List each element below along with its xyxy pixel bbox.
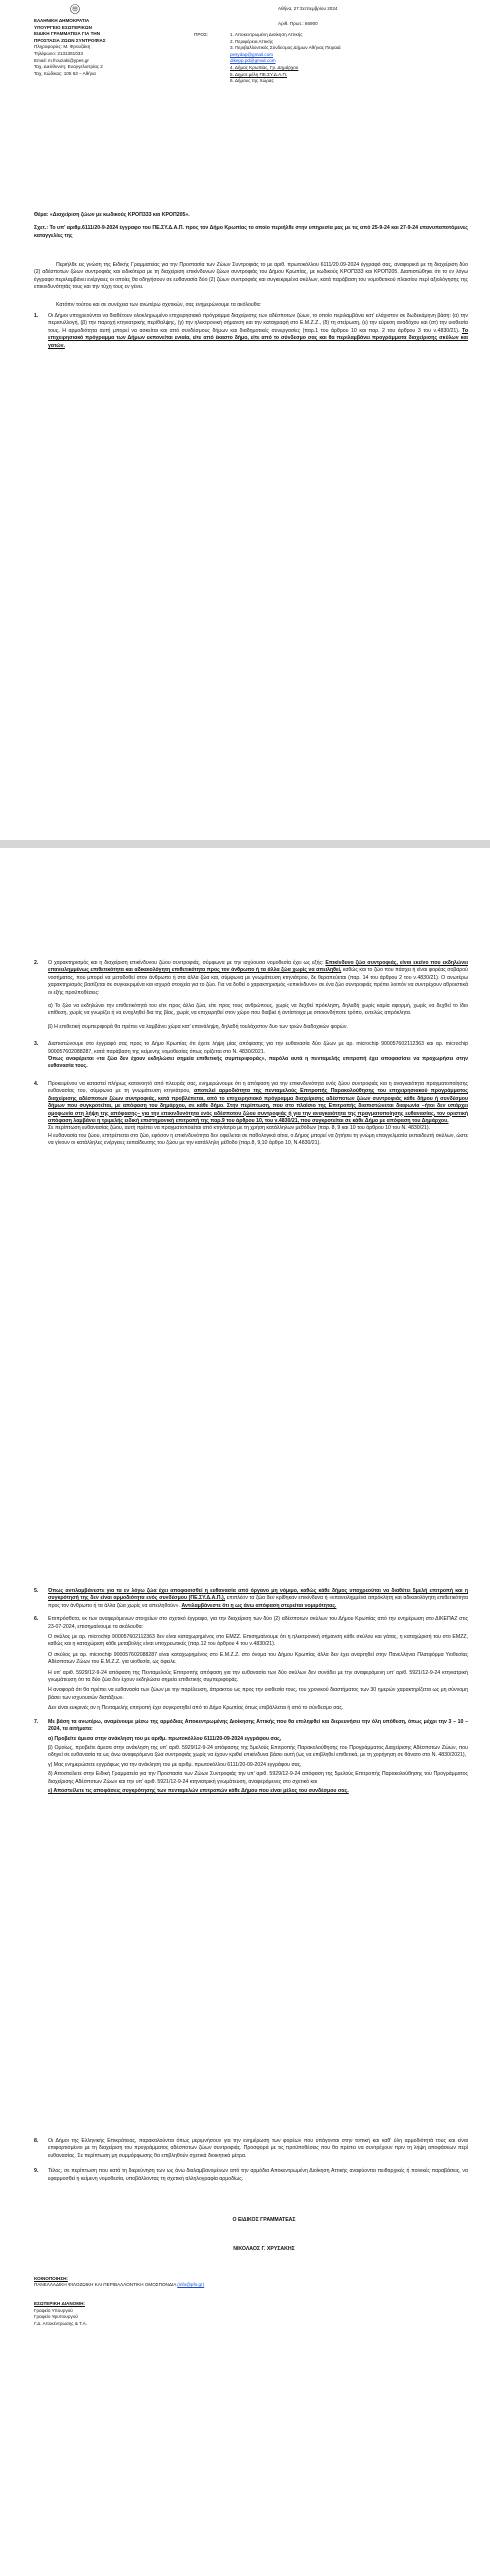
coat-of-arms-icon: [70, 4, 80, 14]
item-number: 3.: [34, 1041, 39, 1048]
item-2-text: Ο χαρακτηρισμός και η διαχείριση επικίνδυνου ζώου συντροφιάς, σύμφωνα με την ισχύουσα νομοθεσία έχει ως εξής:: [48, 960, 324, 966]
item-2-text: Για να δοθεί ο χαρακτηρισμός «επικίνδυνο» σε ένα ζώο συντροφιάς πρέπει λοιπόν να συντρέχουν αθροιστικά οι εξής προϋποθέσεις:: [48, 982, 468, 996]
subject-reference: Σχετ.: Το υπ’ αριθμ.6111/20-9-2024 έγγραφο του ΠΕ.ΣΥ.Δ.Α.Π. προς τον Δήμο Κρωπίας το οποίο περιήλθε στην υπηρεσία μας με τις από 25-9-24 και 27-9-24 επανυπαποτόμενες καταγγελίες της: [34, 225, 468, 239]
item-7-request: γ) Μας ενημερώσετε εγγράφως για την ανάκληση του με αριθμ. πρωτοκόλλου 6111/20-09-2024 εγγράφου σας,: [48, 1761, 302, 1768]
item-number: 5.: [34, 1588, 39, 1594]
item-5-conclusion: Αντιλαμβάνεστε ότι η ως άνω απόφαση στερείται νομιμότητας.: [181, 1602, 337, 1609]
document-date: Αθήνα, 27 Σεπτεμβρίου 2024: [278, 6, 338, 11]
org-line: ΕΛΛΗΝΙΚΗ ΔΗΜΟΚΡΑΤΙΑ: [34, 18, 90, 23]
recipient-email-link[interactable]: pesydap@gmail.com: [230, 51, 273, 57]
item-1-text: Οι Δήμοι υποχρεούνται να διαθέτουν ολοκληρωμένο επιχειρησιακό πρόγραμμα διαχείρισης των αδέσποτων ζώων, το οποίο περιλαμβάνει κατ’ ελάχιστον σε δωδεκάμηνη βάση: (α) την περισυλλογή, (β) την παροχή κτηνιατρικής περίθαλψης, (γ) την ηλεκτρονική σήμανση και την καταγραφή στο Ε.Μ.Ζ.Ζ., (δ) τη στείρωση, (ε) την εύρεση αναδόχου και (στ) την υιοθεσία τους. Η αρμοδιότητα αυτή μπορεί να ασκείται και από συνδέσμους δήμων και διαδημοτικές συνεργασίες (παρ.1 του άρθρου 10 και παρ. 2 του άρθρου 3 του ν.4830/21).: [48, 313, 468, 334]
item-6-bullet: Δεν είναι ευκρινές αν η Πενταμελής επιτροπή έχει συγκροτηθεί από το Δήμο Κρωπίας όπως επιβάλλεται ή από το σύνδεσμο σας.: [48, 1705, 344, 1712]
internal-item: Γ.Δ. Αποκέντρωσης & Τ.Α.: [34, 2320, 88, 2326]
recipient: 3. Περιβαλλοντικός Σύνδεσμος Δήμων Αθήνας Πειραιά: [230, 45, 341, 51]
item-2-emphasis: Επικίνδυνο ζώο συντροφιάς, είναι εκείνο που εκδηλώνει επανειλημμένως επιθετικότητα και αδικαιολόγητη επιθετικότητα προς τον άνθρωπο ή τα άλλα ζώα χωρίς να απειληθεί,: [48, 960, 468, 974]
contact-line: Ταχ. Διεύθυνση: Ευαγγελιστρίας 2: [34, 64, 103, 70]
cc-block: [34, 2276, 468, 2289]
item-6-bullet: Η αναφορά ότι θα πρέπει να ευθανασία των ζώων με την παρέλευση, άπρακτου ως προς την υιοθεσία τους, του χρονικού διαστήματος των 30 ημερών χαρακτηρίζεται ως μη σύννομη βάσει των ισχυουσών διατάξεων.: [48, 1687, 468, 1701]
recipient: 1. Αποκεντρωμένη Διοίκηση Αττικής: [230, 32, 303, 37]
item-3-quote: Όπως αναφέρεται «τα ζώα δεν έχουν εκδηλώσει σημεία επιθετικής συμπεριφοράς», παρόλα αυτά η πενταμελής επιτροπή έχει αποφασίσει να προχωρήσει στην ευθανασία τους.: [48, 1056, 468, 1070]
item-5-emphasis: Όπως αντιλαμβάνεστε για τα εν λόγω ζώα έχει αποφασισθεί η ευθανασία από όργανο μη νόμιμο, καθώς κάθε δήμος υποχρεούται να διαθέτει 5μελή επιτροπή και η συγκρότησή της δεν είναι αρμοδιότητα ενός συνδέσμου (ΠΕ.ΣΥ.Δ.Α.Π.),: [48, 1588, 468, 1602]
cc-recipient: ΠΑΝΕΛΛΑΔΙΚΗ ΦΙΛΟΖΩΙΚΗ ΚΑΙ ΠΕΡΙΒΑΛΛΟΝΤΙΚΗ ΟΜΟΣΠΟΝΔΙΑ: [34, 2282, 177, 2288]
item-number: 7.: [34, 1718, 39, 1725]
item-6-bullet: Η υπ’ αριθ. 5929/12-9-24 απόφαση της Πενταμελούς Επιτροπής απόφαση για την ευθανασία των δύο σκύλων δεν συνάδει με την αναφερόμενη υπ’ αριθ. 5921/12-9-24 κτηνιατρική γνωμάτευση ότι τα δύο ζώα δεν έχουν εκδηλώσει σημεία επιθετικής συμπεριφοράς.: [48, 1669, 468, 1684]
item-1-emphasis: Το επιχειρησιακό πρόγραμμα των Δήμων εκπονείται ενιαία, είτε από έκαστο δήμο, είτε από το σύνδεσμο σας και θα περιλαμβάνει προγράμματα διαχείρισης σκύλων και γατών.: [48, 327, 468, 349]
item-7-request: δ) Αποστείλετε στην Ειδική Γραμματεία για την Προστασία των Ζώων Συντροφιάς την υπ’ αριθ. 5929/12-9-24 απόφαση της 5μελούς Επιτροπής Παρακολούθησης του Προγράμματος διαχείρισης Αδέσποτων Ζώων και την υπ’ αριθ. 5921/12-9-24 κτηνιατρική γνωμάτευση, αναφερόμενες στο σχετικό και: [48, 1771, 468, 1785]
item-4-text: Σε περίπτωση ευθανασίας ζώου, αυτή πρέπει να πραγματοποιείται από κτηνίατρο με τη χρήση κατάλληλων μεθόδων (παρ. 8, 9 και 10 του άρθρου 10 του Ν. 4830/21).: [48, 1125, 431, 1132]
signature-block: [194, 2217, 334, 2254]
document-page-2: [0, 848, 490, 1568]
internal-distribution: [34, 2301, 468, 2327]
recipient-email-link[interactable]: dikepp.pd@gmail.com: [230, 58, 276, 64]
recipient: 2. Περιφέρεια Αττικής: [230, 38, 274, 44]
recipient: 4. Δήμος Κρωπίας, Γρ. Δημάρχου: [230, 64, 299, 70]
item-5-text: επιπλέον τα ζώα δεν κρίθηκαν επικίνδυνα ή «επανειλημμένα απρόκλητη και αδικαιολόγητη επιθετικότητα προς τον άνθρωπο ή τα άλλα ζώα χωρίς να απειληθούν».: [48, 1595, 468, 1609]
criterion-a: α) Το ζώο να εκδηλώνει την επιθετικότητά του είτε προς άλλα ζώα, είτε προς τους ανθρώπους, χωρίς να δεχθεί πρόκληση, δηλαδή χωρίς καμία αφορμή, χωρίς να δεχθεί το ίδιο επίθεση, χωρίς να γνωρίζει ή να ενοχληθεί δια της βίας, χωρίς να επιχειρηθεί στον χώρο που διαβιεί ή αντίστοιχα με οποιονδήποτε τρόπο, εντελώς απρόκλητα.: [48, 1003, 468, 1017]
org-line: ΥΠΟΥΡΓΕΙΟ ΕΣΩΤΕΡΙΚΩΝ: [34, 24, 92, 30]
numbered-item-5: [34, 1588, 468, 1610]
numbered-item-7: [34, 1719, 468, 1796]
page-3-content: [34, 1588, 468, 2128]
item-4-text: Προκειμένου να καταστεί πλήρως κατανοητό από πλευράς σας, ενημερώνουμε ότι η απόφαση για την επικινδυνότητα ενός ζώου συντροφιάς και η αναγκαιότητα πραγματοποίησης ευθανασίας του, σύμφωνα με τη γνωμάτευση κτηνιάτρου,: [48, 1080, 468, 1095]
item-number: 2.: [34, 960, 39, 966]
document-page-1: [0, 0, 490, 840]
internal-label: ΕΣΩΤΕΡΙΚΗ ΔΙΑΝΟΜΗ:: [34, 2301, 85, 2307]
to-label: ΠΡΟΣ:: [194, 32, 209, 37]
item-number: 9.: [34, 2168, 39, 2175]
numbered-item-8: [34, 2138, 468, 2160]
item-number: 1.: [34, 313, 39, 320]
contact-line: Πληροφορίες: Μ. Φρουζάκη: [34, 44, 91, 50]
item-7-request: β) Ομοίως, προβείτε άμεσα στην ανάκληση της υπ’ αριθ. 5929/12-9-24 απόφασης της 5μελούς Επιτροπής Παρακολούθησης του Προγράμματος Διαχείρισης Αδέσποτων Ζώων, που οδηγεί σε ευθανασία τα ως άνω αναφερόμενα ζώα συντροφιάς χωρίς να έχουν κριθεί επικίνδυνα βάσει αυτή (ως να επιβληθεί επιθετικά, με τη χορήγηση σε θάνατο στο Ν. 4830/2021),: [48, 1744, 468, 1759]
subject-block: [34, 212, 468, 240]
page-separator: [0, 840, 490, 848]
subject-title: Θέμα: «Διαχείριση ζώων με κωδικούς ΚΡΟΠ333 και ΚΡΟΠ205».: [34, 212, 190, 218]
date-protocol-block: [232, 6, 490, 27]
item-6-bullet: Ο σκύλος με αρ. microchip 900057602088287 είναι καταχωρημένος στο Ε.Μ.Ζ.Ζ. στο όνομα του Δήμου Κρωπίας άλλα δεν έχει αναρτηθεί στην Πανελλήνια Πλατφόρμα Υιοθεσίας Αδέσποτων Ζώων του Ε.Μ.Ζ.Ζ. για υιοθεσία, ως όφειλε.: [48, 1651, 468, 1666]
contact-line: Ταχ. Κώδικας: 105 63 – Αθήνα: [34, 70, 96, 76]
item-6-bullet: Ο σκύλος με αρ. microchip 900057602112363 δεν είναι καταχωρημένος στο ΕΜΖΖ. Επισημαίνουμε ότι η ηλεκτρονική σήμανση κάθε σκύλου και γάτας, η καταχώρισή του στο ΕΜΖΖ, καθώς και η καταχώριση κάθε μεταβολής είναι υποχρεωτικές (παρ.12 του άρθρου 4 του ν.4830/21).: [48, 1634, 468, 1648]
recipients-list: [230, 32, 350, 85]
criterion-b: β) Η επιθετική συμπεριφορά θα πρέπει να λαμβάνει χώρα κατ’ επανάληψη, δηλαδή τουλάχιστον δυο των τριών διαδοχικών φορών.: [48, 1023, 348, 1030]
item-2-text: καθώς και το ζώο που πάσχει ή είναι φορέας σοβαρού νοσήματος, που μπορεί να μεταδοθεί στον άνθρωπο ή στα άλλα ζώα και, σύμφωνα με γνωμάτευση κτηνιάτρου, δε θεραπεύεται (παρ. 14 του άρθρου 2 του ν.4830/21). Ο ανωτέρω χαρακτηρισμός βασίζεται σε συγκεκριμένα και ισχυρά στοιχεία για το ζώο.: [48, 967, 468, 989]
intro-paragraph: Περιήλθε εις γνώση της Ειδικής Γραμματείας για την Προστασία των Ζώων Συντροφιάς το με αριθ. πρωτοκόλλου 6111/20.09-2024 έγγραφό σας, αναφορικά με τη διαχείριση δύο (2) αδέσποτων ζώων συντροφιάς και ειδικότερα με τη διαχείριση επικίνδυνων ζώων συντροφιάς του Δήμου Κρωπίας, με κωδικούς ΚΡΟΠ333 και ΚΡΟΠ205. Διαπιστώθηκε ότι το εν λόγω έγγραφο περιλαμβάνει ενέργειες οι οποίες θα οδηγήσουν σε ευθανασία δύο (2) ζώων συντροφιάς και συγκεκριμένα σκύλων, κατά παράβαση του νομοθετικού πλαισίου περί αξιολόγησης της επικινδυνότητάς τους και την τύχη τους εν γένει.: [34, 262, 468, 291]
page-2-content: [34, 960, 468, 1568]
contact-line: Τηλέφωνο: 2131361033: [34, 50, 83, 56]
document-page-4: [0, 2128, 490, 2560]
preface-paragraph: Κατόπιν τούτου και σε συνέχεια των ανωτέρω σχετικών, σας ενημερώνουμε τα ακόλουθα:: [56, 301, 262, 308]
item-4-text: Η ευθανασία του ζώου, επιτρέπεται στο ζώο, εφόσον η επικίνδυνότητα δεν οφείλεται σε παθολογικά αίτια, ο Δήμος μπορεί να ζητήσει τη γνώμη επαγγελματία εκπαιδευτή σκύλων, ώστε να γίνουν οι κατάλληλες ενέργειες εκπαίδευσης του ζώου με την κατάλληλη μέθοδο (παρ.8, 9,10 άρθρο 10, Ν.4830/21).: [48, 1132, 468, 1147]
item-8-text: Οι Δήμοι της Ελληνικής Επικράτειας, παρακαλούνται όπως μεριμνήσουν για την ενημέρωση των φορέων που υπάγονται στην τοπική και καθ’ ύλη αρμοδιότητά τους και είναι επιφορτισμένοι με τη διαχείριση του προγράμματος αδέσποτων ζώων συντροφιάς. Προσφορά με τις προϋποθέσεις που θα πρέπει να συντρέχουν πριν τη λήψη αποφάσεων περί ευθανασίας. Σε περίπτωση μη συμμόρφωσης θα επιβληθούν σχετικά διοικητικά μέτρα.: [48, 2138, 468, 2159]
contact-line: Email: m.frouzaki@ypes.gr: [34, 57, 89, 63]
numbered-item-6: [34, 1616, 468, 1712]
signature-title: Ο ΕΙΔΙΚΟΣ ΓΡΑΜΜΑΤΕΑΣ: [232, 2217, 296, 2224]
item-7-request: ε) Αποστείλετε τις αποφάσεις συγκρότησης των πενταμελών επιτροπών κάθε Δήμου που είναι μέλος του συνδέσμου σας.: [48, 1787, 349, 1794]
cc-email-link[interactable]: (info@pfo.gr): [177, 2282, 205, 2288]
page-1-content: [34, 0, 468, 840]
numbered-item-1: [34, 313, 468, 350]
item-9-text: Τέλος, σε περίπτωση που κατά τη διερεύνηση των ως άνω διαλαμβανομένων από την αρμόδια Αποκεντρωμένη Διοίκηση Αττικής αναφύονται πειθαρχικές ή ποινικές παραβάσεις, να εφαρμοσθεί η κείμενη νομοθεσία, υποβάλλοντας τη σχετική αλληλογραφία αρμοδίως.: [48, 2168, 468, 2182]
item-number: 6.: [34, 1616, 39, 1623]
numbered-item-9: [34, 2168, 468, 2183]
protocol-number: Αριθ. Πρωτ.: 66900: [278, 20, 318, 26]
item-7-intro: Με βάση τα ανωτέρω, αναμένουμε μέσω της αρμόδιας Αποκεντρωμένης Διοίκησης Αττικής που θα επιληφθεί και διερευνήσει την όλη υπόθεση, όπως μέχρι την 3 – 10 – 2024, τα αιτήματα:: [48, 1718, 468, 1733]
org-line: ΠΡΟΣΤΑΣΙΑ ΖΩΩΝ ΣΥΝΤΡΟΦΙΑΣ: [34, 37, 106, 43]
item-7-request: α) Προβείτε άμεσα στην ανάκληση του με αριθμ. πρωτοκόλλου 6111/20-09-2024 εγγράφου σας,: [48, 1735, 282, 1742]
internal-item: Γραφείο Υπουργού: [34, 2307, 73, 2313]
numbered-item-2: [34, 960, 468, 1031]
item-3-text: Διαπιστώνουμε στο έγγραφό σας προς το Δήμο Κρωπίας ότι έχετε λήψη μίας απόφασης για την ευθανασία δύο ζώων με αρ. microchip 900057602112363 και αρ. microchip 900057602088287, κατά παράβαση της κείμενης νομοθεσίας όπως ορίζεται στο Ν. 4830/2021.: [48, 1041, 468, 1055]
document-page-3: [0, 1568, 490, 2128]
internal-item: Γραφείο Υφυπουργού: [34, 2314, 78, 2320]
item-number: 8.: [34, 2138, 39, 2144]
org-line: ΕΙΔΙΚΗ ΓΡΑΜΜΑΤΕΙΑ ΓΙΑ ΤΗΝ: [34, 31, 101, 37]
item-4-emphasis: αποτελεί αρμοδιότητα της πενταμελούς Επιτροπής Παρακολούθησης του επιχειρησιακού προγράμματος διαχείρισης αδέσποτων ζώων συντροφιάς, κατά προβλέπεται, από το επιχειρησιακό πρόγραμμα διαχείρισης αδέσποτων ζώων συντροφιάς κάθε δήμου ή συνδέσμου δήμων που συγκροτείται, με απόφαση του δημάρχου, σε κάθε δήμο. Στην περίπτωση, που στο πλαίσιο της Επιτροπής διαπιστώνεται διαφωνία –ήτοι δεν υπάρχει ομοφωνία στη λήψη της απόφασης– για την επικινδυνότητα ενός αδέσποτου ζώου συντροφιάς ή για την αναγκαιότητα της πραγματοποίησης ευθανασίας, τον οριστική απόφαση λαμβάνει η τριμελής ειδική επιστημονική επιτροπή της παρ.9 του άρθρου 10, του ν.4830/21, που συγκροτείται σε κάθε Δήμο με απόφαση του Δημάρχου.: [48, 1088, 468, 1124]
signature-name: ΝΙΚΟΛΑΟΣ Γ. ΧΡΥΣΑΚΗΣ: [233, 2246, 295, 2253]
numbered-item-4: [34, 1081, 468, 1148]
recipient: 5. Δημοτ.μέλη ΠΕ.ΣΥ.Δ.Α.Π.: [230, 71, 288, 77]
page-4-content: [34, 2138, 468, 2560]
numbered-item-3: [34, 1041, 468, 1071]
item-number: 4.: [34, 1080, 39, 1087]
body-page-1: [34, 262, 468, 350]
item-6-intro: Επιπρόσθετα, εκ των αναφερόμενων στοιχείων στο σχετικό έγγραφο, για την διαχείριση των δύο (2) αδέσποτων σκύλων του Δήμου Κρωπίας από την ενημέρωση στο ΔΙΚΕΠΑΖ στις 23-07-2024, επισημαίνουμε τα ακόλουθα:: [48, 1616, 468, 1630]
recipient: 6. Δήμους της Χώρας: [230, 78, 274, 84]
cc-label: ΚΟΙΝΟΠΟΙΗΣΗ:: [34, 2275, 68, 2281]
sender-block: [34, 18, 204, 77]
